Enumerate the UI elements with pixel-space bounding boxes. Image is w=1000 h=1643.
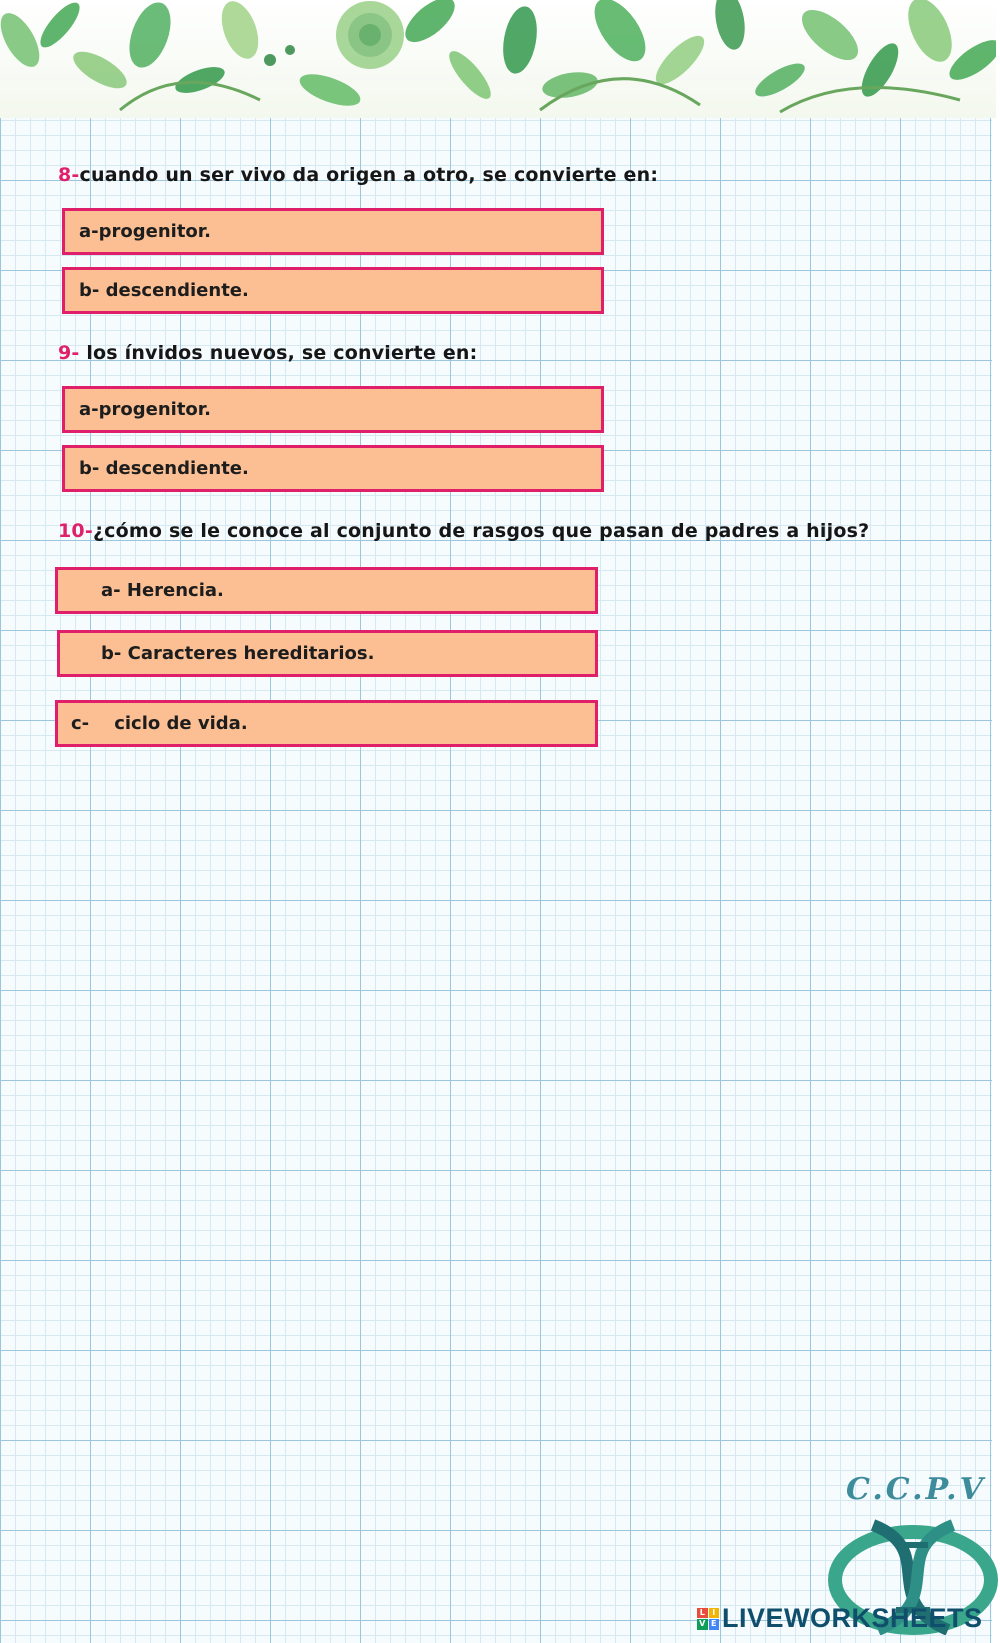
option-label: a- Herencia.	[101, 580, 224, 601]
school-logo-text: C.C.P.V	[846, 1472, 986, 1507]
leaf-banner	[0, 0, 996, 118]
option-label: c- ciclo de vida.	[71, 713, 248, 734]
badge-letter: V	[697, 1619, 708, 1630]
question-10-option-a[interactable]	[55, 567, 598, 614]
question-9	[58, 342, 477, 364]
question-10-number: 10-	[58, 520, 93, 542]
option-label: b- descendiente.	[79, 280, 249, 301]
option-label: a-progenitor.	[79, 399, 211, 420]
option-label: a-progenitor.	[79, 221, 211, 242]
question-9-number: 9-	[58, 342, 80, 364]
question-10-text: ¿cómo se le conoce al conjunto de rasgos que pasan de padres a hijos?	[92, 520, 870, 542]
question-8	[58, 164, 658, 186]
liveworksheets-badge-icon	[697, 1608, 719, 1630]
question-10-option-b[interactable]	[57, 630, 598, 677]
badge-letter: L	[697, 1608, 708, 1619]
question-10	[58, 520, 869, 542]
question-8-option-a[interactable]	[62, 208, 604, 255]
question-9-text: los ínvidos nuevos, se convierte en:	[79, 342, 478, 364]
liveworksheets-text: LIVEWORKSHEETS	[722, 1603, 983, 1633]
question-10-option-c[interactable]	[55, 700, 598, 747]
option-label: b- descendiente.	[79, 458, 249, 479]
question-8-number: 8-	[58, 164, 80, 186]
badge-letter: I	[709, 1608, 720, 1619]
question-9-option-b[interactable]	[62, 445, 604, 492]
liveworksheets-watermark	[697, 1603, 983, 1634]
question-8-option-b[interactable]	[62, 267, 604, 314]
question-8-text: cuando un ser vivo da origen a otro, se convierte en:	[79, 164, 659, 186]
question-9-option-a[interactable]	[62, 386, 604, 433]
badge-letter: E	[709, 1619, 720, 1630]
option-label: b- Caracteres hereditarios.	[101, 643, 375, 664]
